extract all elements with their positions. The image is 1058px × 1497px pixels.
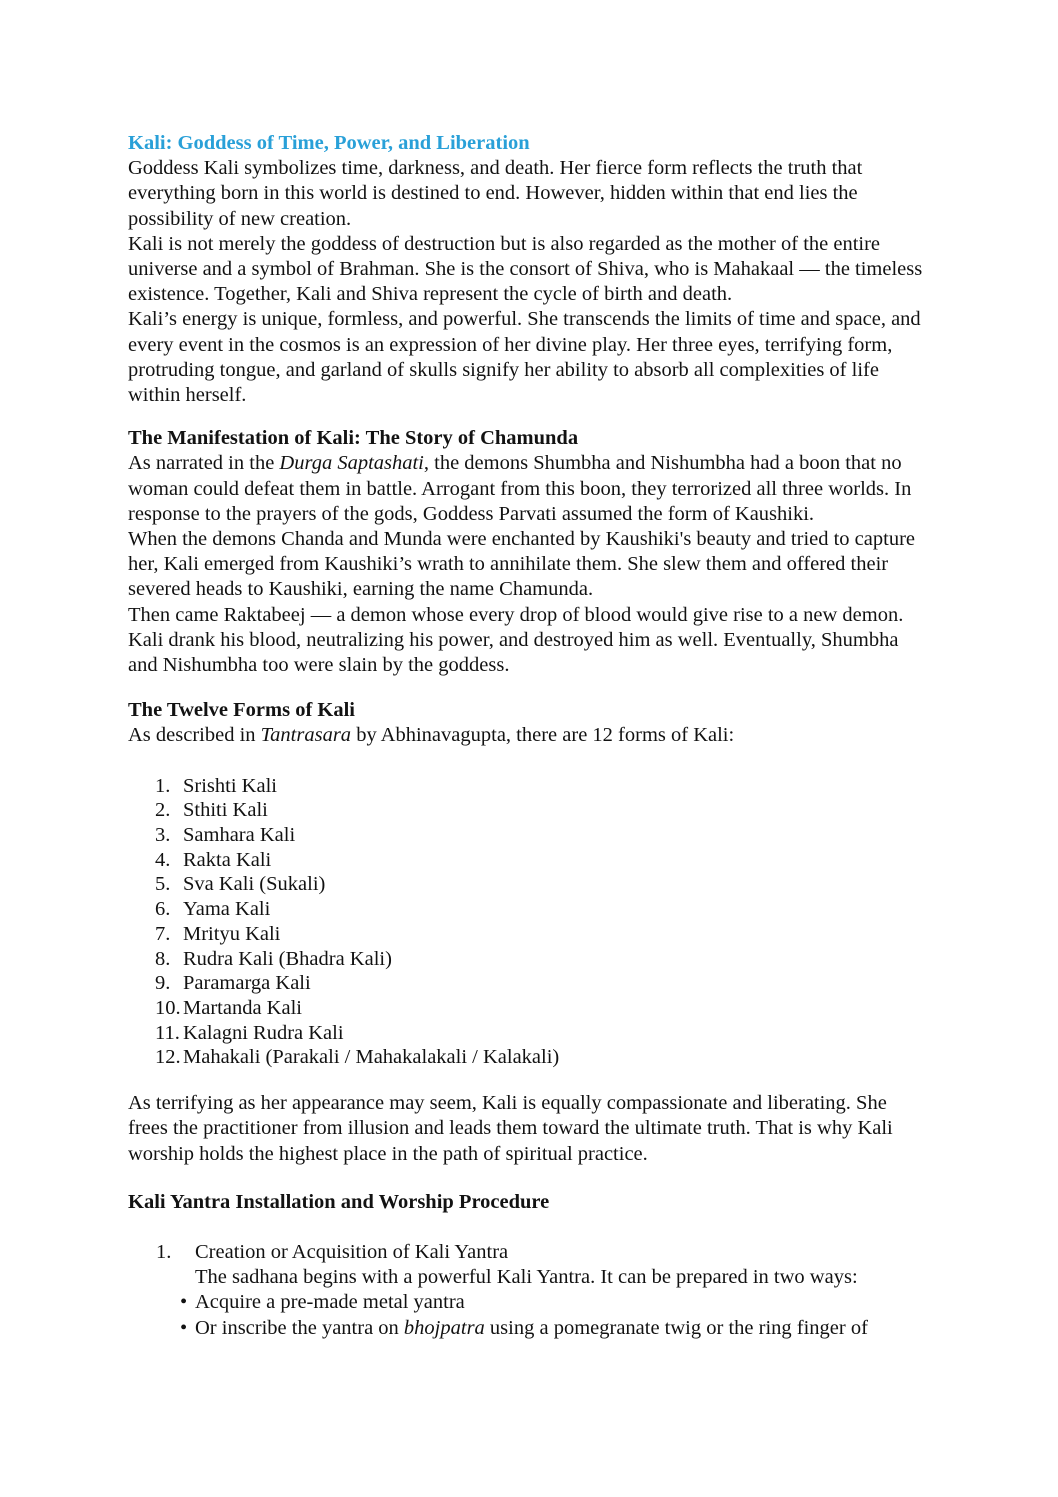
text-run: , the demons Shumbha and Nishumbha had a boon that no woman could defeat them in battle. Arrogant from this boon, they terrorized all three worlds. In response to the prayers of the gods, Goddess Parvati assumed the form of Kaushiki. (128, 452, 912, 525)
manifestation-paragraph-1 (128, 451, 930, 527)
list-item-label: Sthiti Kali (183, 799, 268, 822)
italic-book-title: Durga Saptashati (279, 452, 424, 475)
list-item (128, 947, 930, 972)
bullet-item (180, 1316, 930, 1341)
bullet-icon: • (180, 1291, 188, 1314)
list-item-label: Kalagni Rudra Kali (183, 1021, 344, 1044)
list-item-label: Yama Kali (183, 898, 271, 921)
italic-book-title: Tantrasara (260, 724, 352, 747)
bullet-icon: • (180, 1316, 188, 1339)
list-item (128, 971, 930, 996)
list-item-label: Martanda Kali (183, 997, 302, 1019)
bullet-item-label: Acquire a pre-made metal yantra (195, 1291, 465, 1314)
step-description: The sadhana begins with a powerful Kali Yantra. It can be prepared in two ways: (195, 1266, 858, 1289)
intro-paragraph-3: Kali’s energy is unique, formless, and powerful. She transcends the limits of time and space, and every event in the cosmos is an expression of her divine play. Her three eyes, terrifying form, protruding tongue, and garland of skulls signify her ability to absorb all complexities of life within herself. (128, 308, 921, 407)
bullet-item (180, 1290, 930, 1315)
text-run: As described in (128, 724, 261, 747)
list-item-label: Rakta Kali (183, 848, 272, 871)
list-marker: 1. (155, 774, 171, 797)
document-page (128, 131, 930, 1341)
list-marker: 8. (155, 947, 171, 970)
step-title: Creation or Acquisition of Kali Yantra (195, 1240, 509, 1263)
list-item-label: Mrityu Kali (183, 922, 281, 945)
list-item-label: Sva Kali (Sukali) (183, 873, 326, 896)
page-title: Kali: Goddess of Time, Power, and Liberation (128, 132, 530, 154)
list-item (128, 848, 930, 873)
list-marker: 3. (155, 824, 171, 847)
list-item (128, 798, 930, 823)
list-item-label: Mahakali (Parakali / Mahakalakali / Kalakali) (183, 1046, 560, 1069)
list-marker: 1. (156, 1240, 172, 1263)
list-item (128, 823, 930, 848)
list-item (128, 922, 930, 947)
intro-paragraph-1: Goddess Kali symbolizes time, darkness, and death. Her fierce form reflects the truth that everything born in this world is destined to end. However, hidden within that end lies the possibility of new creation. (128, 157, 863, 230)
list-item (128, 996, 930, 1021)
manifestation-paragraph-2: When the demons Chanda and Munda were enchanted by Kaushiki's beauty and tried to capture her, Kali emerged from Kaushiki’s wrath to annihilate them. She slew them and offered their severed heads to Kaushiki, earning the name Chamunda. (128, 528, 915, 601)
list-marker: 5. (155, 873, 171, 896)
list-item (128, 897, 930, 922)
section-heading-manifestation: The Manifestation of Kali: The Story of Chamunda (128, 427, 579, 450)
text-run: by Abhinavagupta, there are 12 forms of Kali: (351, 724, 735, 747)
list-marker: 12. (155, 1046, 181, 1069)
list-item (128, 1045, 930, 1070)
list-marker: 6. (155, 898, 171, 921)
manifestation-paragraph-3: Then came Raktabeej — a demon whose every drop of blood would give rise to a new demon. Kali drank his blood, neutralizing his power, and destroyed him as well. Eventually, Shumbha and Nishumbha too were slain by the goddess. (128, 603, 904, 677)
list-marker: 10. (155, 997, 181, 1019)
list-item (128, 774, 930, 799)
list-item-label: Srishti Kali (183, 774, 277, 797)
text-run: Or inscribe the yantra on (195, 1316, 404, 1339)
list-marker: 7. (155, 922, 171, 945)
intro-paragraph-2: Kali is not merely the goddess of destruction but is also regarded as the mother of the entire universe and a symbol of Brahman. She is the consort of Shiva, who is Mahakaal — the timeless existence. Together, Kali and Shiva represent the cycle of birth and death. (128, 232, 923, 306)
worship-step-1 (128, 1240, 930, 1341)
list-marker: 9. (155, 972, 171, 995)
list-marker: 11. (155, 1021, 180, 1044)
twelve-forms-intro (128, 723, 930, 748)
list-item (128, 872, 930, 897)
list-item-label: Rudra Kali (Bhadra Kali) (183, 947, 392, 970)
section-heading-worship-procedure: Kali Yantra Installation and Worship Procedure (128, 1190, 550, 1213)
list-marker: 2. (155, 799, 171, 822)
list-marker: 4. (155, 848, 171, 871)
italic-term: bhojpatra (403, 1316, 485, 1339)
text-run: using a pomegranate twig or the ring finger of (484, 1316, 868, 1339)
list-item-label: Paramarga Kali (183, 972, 311, 995)
text-run: As narrated in the (128, 452, 280, 475)
list-item (128, 1021, 930, 1046)
closing-paragraph: As terrifying as her appearance may seem, Kali is equally compassionate and liberating. She frees the practitioner from illusion and leads them toward the ultimate truth. That is why Kali worship holds the highest place in the path of spiritual practice. (128, 1092, 893, 1165)
section-heading-twelve-forms: The Twelve Forms of Kali (128, 699, 355, 722)
twelve-forms-list (128, 774, 930, 1070)
list-item-label: Samhara Kali (183, 824, 296, 847)
